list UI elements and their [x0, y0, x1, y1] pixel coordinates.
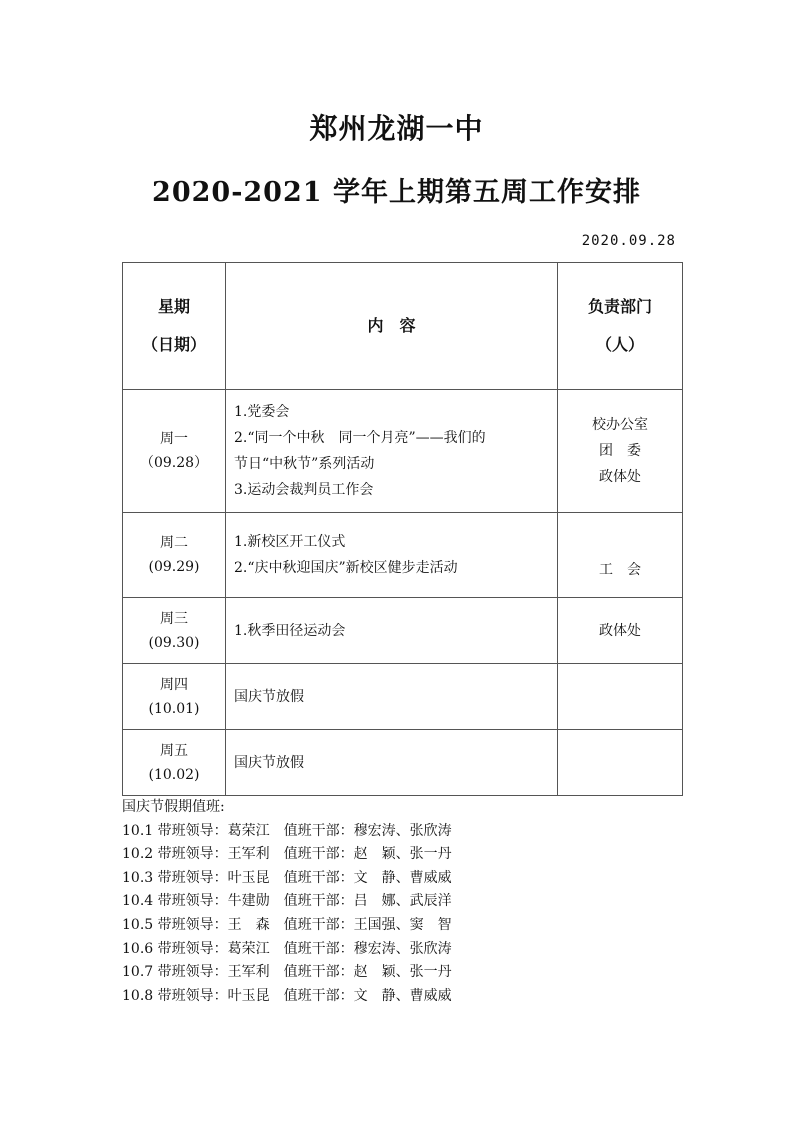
header-day-line1: 星期	[157, 297, 190, 316]
day-date: (10.02)	[148, 766, 200, 783]
duty-line: 10.7 带班领导：王军利 值班干部：赵 颖、张一丹	[122, 964, 452, 981]
dept-cell	[558, 598, 683, 664]
day-name: 周二	[160, 535, 188, 551]
duty-line: 10.2 带班领导：王军利 值班干部：赵 颖、张一丹	[122, 846, 452, 863]
day-name: 周一	[160, 431, 188, 447]
document-date: 2020.09.28	[581, 233, 676, 249]
header-day	[123, 263, 226, 390]
schedule-table	[122, 262, 683, 796]
content-item: 节日“中秋节”系列活动	[234, 456, 375, 472]
content-item: 3.运动会裁判员工作会	[234, 482, 374, 498]
day-cell	[123, 664, 226, 730]
day-date: (09.30)	[148, 634, 200, 651]
day-name: 周四	[160, 676, 188, 693]
duty-heading: 国庆节假期值班:	[122, 799, 225, 815]
header-dept-line1: 负责部门	[587, 297, 652, 316]
duty-line: 10.5 带班领导：王 森 值班干部：王国强、窦 智	[122, 916, 452, 933]
table-row	[123, 730, 683, 796]
content-cell	[226, 390, 558, 513]
table-row	[123, 513, 683, 598]
content-item: 2.“庆中秋迎国庆”新校区健步走活动	[234, 560, 458, 576]
content-item: 2.“同一个中秋 同一个月亮”——我们的	[234, 430, 486, 446]
document-title: 郑州龙湖一中	[309, 112, 484, 145]
day-date: （09.28）	[139, 455, 209, 471]
header-content-label: 内 容	[367, 316, 416, 335]
day-name: 周五	[160, 742, 188, 759]
content-item: 国庆节放假	[234, 688, 304, 705]
content-cell	[226, 513, 558, 598]
header-dept-line2: （人）	[595, 335, 644, 354]
header-dept	[558, 263, 683, 390]
table-header-row	[123, 263, 683, 390]
day-cell	[123, 513, 226, 598]
dept-item: 政体处	[599, 469, 641, 485]
duty-line: 10.3 带班领导：叶玉昆 值班干部：文 静、曹威威	[122, 869, 452, 886]
dept-item: 校办公室	[592, 417, 648, 433]
holiday-duty-section	[122, 796, 452, 1008]
dept-cell	[558, 513, 683, 598]
content-item: 1.秋季田径运动会	[234, 622, 346, 639]
table-row	[123, 390, 683, 513]
header-day-line2: （日期）	[141, 335, 206, 354]
dept-cell	[558, 390, 683, 513]
dept-item: 工 会	[599, 562, 641, 578]
day-cell	[123, 730, 226, 796]
content-item: 1.党委会	[234, 404, 290, 420]
dept-item: 团 委	[599, 443, 641, 459]
dept-cell	[558, 664, 683, 730]
day-cell	[123, 390, 226, 513]
header-content	[226, 263, 558, 390]
day-date: (09.29)	[148, 559, 200, 575]
day-date: (10.01)	[148, 700, 200, 717]
day-name: 周三	[160, 610, 188, 627]
duty-line: 10.8 带班领导：叶玉昆 值班干部：文 静、曹威威	[122, 987, 452, 1004]
content-cell	[226, 598, 558, 664]
table-row	[123, 598, 683, 664]
dept-cell	[558, 730, 683, 796]
duty-line: 10.4 带班领导：牛建勋 值班干部：吕 娜、武辰洋	[122, 893, 452, 910]
content-item: 1.新校区开工仪式	[234, 534, 346, 550]
day-cell	[123, 598, 226, 664]
table-row	[123, 664, 683, 730]
duty-line: 10.6 带班领导：葛荣江 值班干部：穆宏涛、张欣涛	[122, 940, 452, 957]
duty-line: 10.1 带班领导：葛荣江 值班干部：穆宏涛、张欣涛	[122, 822, 452, 839]
content-item: 国庆节放假	[234, 754, 304, 771]
content-cell	[226, 664, 558, 730]
content-cell	[226, 730, 558, 796]
dept-item: 政体处	[599, 622, 641, 639]
document-subtitle: 2020-2021 学年上期第五周工作安排	[152, 177, 641, 208]
